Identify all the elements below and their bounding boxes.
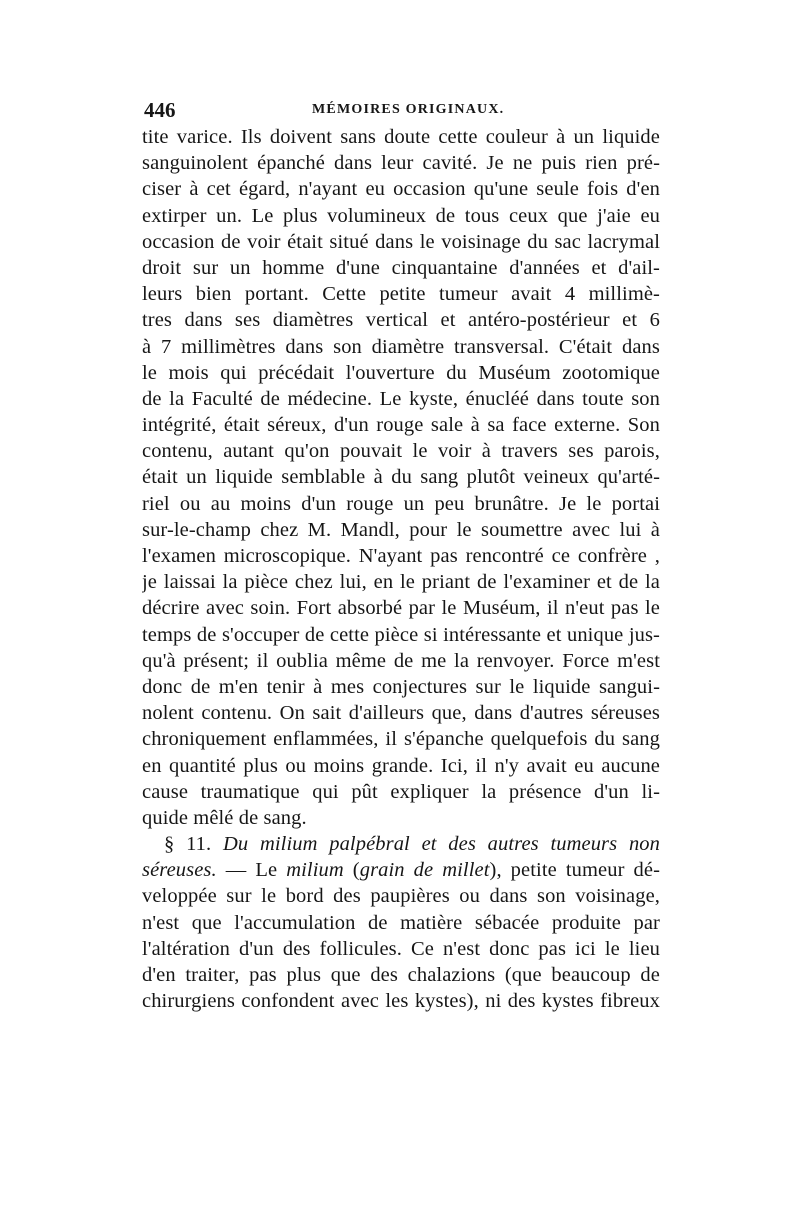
text-line: à 7 millimètres dans son diamètre transversal. C'était dans bbox=[142, 335, 660, 358]
text-line: veloppée sur le bord des paupières ou dans son voisinage, bbox=[142, 885, 660, 908]
text-line: tres dans ses diamètres vertical et antéro-postérieur et 6 bbox=[142, 309, 660, 332]
text-line: leurs bien portant. Cette petite tumeur avait 4 millimè- bbox=[142, 283, 660, 306]
text-line: nolent contenu. On sait d'ailleurs que, dans d'autres séreuses bbox=[142, 702, 660, 725]
text-line: en quantité plus ou moins grande. Ici, il n'y avait eu aucune bbox=[142, 754, 660, 777]
text-line: n'est que l'accumulation de matière sébacée produite par bbox=[142, 911, 660, 934]
text-line: cause traumatique qui pût expliquer la présence d'un li- bbox=[142, 780, 660, 803]
section-heading-line bbox=[142, 857, 660, 883]
running-head bbox=[142, 96, 660, 124]
text-line: le mois qui précédait l'ouverture du Muséum zootomique bbox=[142, 361, 660, 384]
open-paren: ( bbox=[343, 859, 360, 882]
section-11 bbox=[142, 831, 660, 1014]
text-line: je laissai la pièce chez lui, en le priant de l'examiner et de la bbox=[142, 571, 660, 594]
section-title: Du milium palpébral et des autres tumeurs non bbox=[222, 833, 660, 856]
text-line: occasion de voir était situé dans le voisinage du sac lacrymal bbox=[142, 230, 660, 253]
text-line: riel ou au moins d'un rouge un peu brunâtre. Je le portai bbox=[142, 492, 660, 515]
section-title-continued: séreuses. bbox=[142, 859, 217, 882]
text-line: chroniquement enflammées, il s'épanche quelquefois du sang bbox=[142, 728, 660, 751]
text-line: droit sur un homme d'une cinquantaine d'années et d'ail- bbox=[142, 256, 660, 279]
running-title: MÉMOIRES ORIGINAUX. bbox=[312, 102, 505, 117]
text-line: sur-le-champ chez M. Mandl, pour le soumettre avec lui à bbox=[142, 518, 660, 541]
term-milium: milium bbox=[286, 859, 344, 882]
section-heading-line bbox=[142, 831, 660, 857]
page-number: 446 bbox=[144, 98, 176, 122]
section-number: § 11. bbox=[164, 833, 212, 856]
text-line: l'altération d'un des follicules. Ce n'est donc pas ici le lieu bbox=[142, 937, 660, 960]
text-line: contenu, autant qu'on pouvait le voir à travers ses parois, bbox=[142, 440, 660, 463]
text-line: de la Faculté de médecine. Le kyste, énucléé dans toute son bbox=[142, 387, 660, 410]
text-line: donc de m'en tenir à mes conjectures sur le liquide sangui- bbox=[142, 675, 660, 698]
text-line: qu'à présent; il oublia même de me la renvoyer. Force m'est bbox=[142, 649, 660, 672]
text-line: était un liquide semblable à du sang plutôt veineux qu'arté- bbox=[142, 466, 660, 489]
body-text bbox=[142, 124, 660, 1014]
text-line: quide mêlé de sang. bbox=[142, 806, 307, 829]
text-line: décrire avec soin. Fort absorbé par le Muséum, il n'eut pas le bbox=[142, 597, 660, 620]
book-page bbox=[142, 96, 660, 1014]
text-line: chirurgiens confondent avec les kystes), ni des kystes fibreux bbox=[142, 990, 660, 1013]
text-line: sanguinolent épanché dans leur cavité. Je ne puis rien pré- bbox=[142, 152, 660, 175]
text-line: extirper un. Le plus volumineux de tous ceux que j'aie eu bbox=[142, 204, 660, 227]
term-grain-de-millet: grain de millet bbox=[359, 859, 490, 882]
close-paren-text: ), petite tumeur dé- bbox=[489, 859, 660, 882]
text-line: d'en traiter, pas plus que des chalazions (que beaucoup de bbox=[142, 964, 660, 986]
text-line: l'examen microscopique. N'ayant pas rencontré ce confrère , bbox=[142, 545, 660, 567]
text-line: tite varice. Ils doivent sans doute cette couleur à un liquide bbox=[142, 126, 660, 148]
em-dash: — Le bbox=[216, 859, 287, 882]
text-line: ciser à cet égard, n'ayant eu occasion qu'une seule fois d'en bbox=[142, 178, 660, 201]
text-line: intégrité, était séreux, d'un rouge sale à sa face externe. Son bbox=[142, 414, 660, 437]
text-line: temps de s'occuper de cette pièce si intéressante et unique jus- bbox=[142, 623, 660, 646]
paragraph-continuation bbox=[142, 124, 660, 831]
